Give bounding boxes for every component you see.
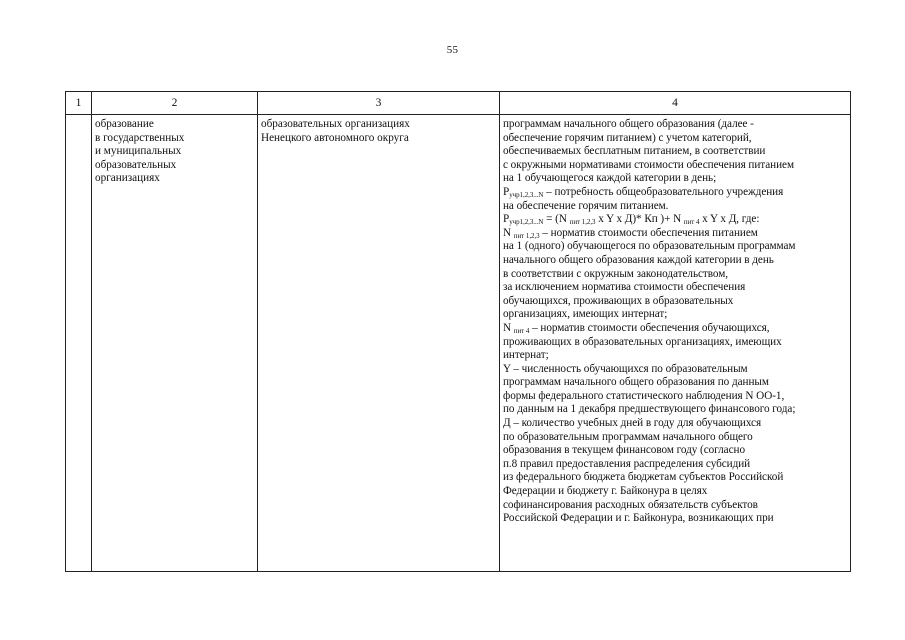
col4-line: на 1 (одного) обучающегося по образовательным программам — [503, 240, 796, 253]
cell-col4 — [500, 115, 851, 572]
col4-line: по данным на 1 декабря предшествующего финансового года; — [503, 403, 796, 416]
col4-line: по образовательным программам начального общего — [503, 430, 753, 443]
n4-symbol: N — [503, 321, 514, 334]
col4-line: Y – численность обучающихся по образовательным — [503, 362, 748, 375]
p-definition: – потребность общеобразовательного учреждения — [543, 185, 784, 198]
n4-definition: – норматив стоимости обеспечения обучающихся, — [529, 321, 770, 334]
page-number: 55 — [446, 44, 459, 56]
col4-line: программам начального общего образования по данным — [503, 376, 769, 389]
col4-line: организациях, имеющих интернат; — [503, 308, 668, 321]
col4-line: обеспечение горячим питанием) с учетом категорий, — [503, 131, 752, 144]
col4-line: программам начального общего образования (далее - — [503, 118, 754, 130]
col4-line: Федерации и бюджету г. Байконура в целях — [503, 485, 708, 498]
col4-line: проживающих в образовательных организациях, имеющих — [503, 335, 782, 348]
p-subscript: учр1,2,3...N — [509, 190, 544, 199]
n4-subscript: пит 4 — [513, 326, 530, 335]
col2-line: в государственных — [95, 131, 185, 144]
cell-col3-text — [258, 115, 499, 145]
cell-col2-text — [92, 115, 257, 186]
table-header-row — [66, 92, 851, 115]
column-header-3: 3 — [258, 92, 500, 115]
col4-line: Д – количество учебных дней в году для обучающихся — [503, 417, 762, 430]
col4-line: на 1 обучающегося каждой категории в день; — [503, 172, 717, 185]
col4-line: софинансирования расходных обязательств субъектов — [503, 498, 758, 511]
table-row — [66, 115, 851, 572]
col3-line: Ненецкого автономного округа — [261, 131, 409, 144]
formula-p: Р — [503, 213, 510, 226]
col4-line: обеспечиваемых бесплатным питанием, в соответствии — [503, 145, 766, 158]
n123-symbol: N — [503, 226, 514, 239]
n123-subscript: пит 1,2,3 — [513, 231, 540, 240]
column-header-2: 2 — [92, 92, 258, 115]
cell-col1 — [66, 115, 92, 572]
col4-line: формы федерального статистического наблюдения N ОО-1, — [503, 389, 785, 402]
formula-part3: x Y x Д, где: — [699, 213, 760, 226]
col2-line: организациях — [95, 172, 160, 185]
col4-line: за исключением норматива стоимости обеспечения — [503, 281, 746, 294]
col4-line: с окружными нормативами стоимости обеспечения питанием — [503, 158, 794, 171]
formula-part1: = (N — [543, 213, 570, 226]
formula-p-subscript: учр1,2,3...N — [509, 218, 544, 227]
cell-col3 — [258, 115, 500, 572]
col3-line: образовательных организациях — [261, 118, 410, 130]
col2-line: образование — [95, 118, 154, 130]
col4-line: интернат; — [503, 349, 549, 362]
formula-n-subscript-2: пит 4 — [683, 218, 700, 227]
col4-line: образования в текущем финансовом году (согласно — [503, 444, 745, 457]
cell-col4-text — [500, 115, 850, 526]
n4-definition-line — [503, 322, 847, 336]
cell-col1-text — [66, 115, 91, 118]
col4-line: п.8 правил предоставления распределения субсидий — [503, 457, 751, 470]
col4-line: начального общего образования каждой категории в день — [503, 253, 774, 266]
col4-line: на обеспечение горячим питанием. — [503, 199, 669, 212]
cell-col2 — [92, 115, 258, 572]
n123-definition-line — [503, 227, 847, 241]
column-header-1: 1 — [66, 92, 92, 115]
col4-line: в соответствии с окружным законодательством, — [503, 267, 729, 280]
col4-line: Российской Федерации и г. Байконура, возникающих при — [503, 512, 774, 525]
n123-definition: – норматив стоимости обеспечения питанием — [539, 226, 758, 239]
formula-line — [503, 213, 847, 227]
formula-n-subscript-1: пит 1,2,3 — [569, 218, 596, 227]
column-header-4: 4 — [500, 92, 851, 115]
col2-line: и муниципальных — [95, 145, 182, 158]
col4-line: обучающихся, проживающих в образовательных — [503, 294, 734, 307]
col4-line: из федерального бюджета бюджетам субъектов Российской — [503, 471, 784, 484]
formula-part2: x Y x Д)* Кп )+ N — [595, 213, 684, 226]
p-definition-line — [503, 186, 847, 200]
col2-line: образовательных — [95, 158, 177, 171]
p-symbol: Р — [503, 185, 510, 198]
document-table — [65, 91, 851, 572]
